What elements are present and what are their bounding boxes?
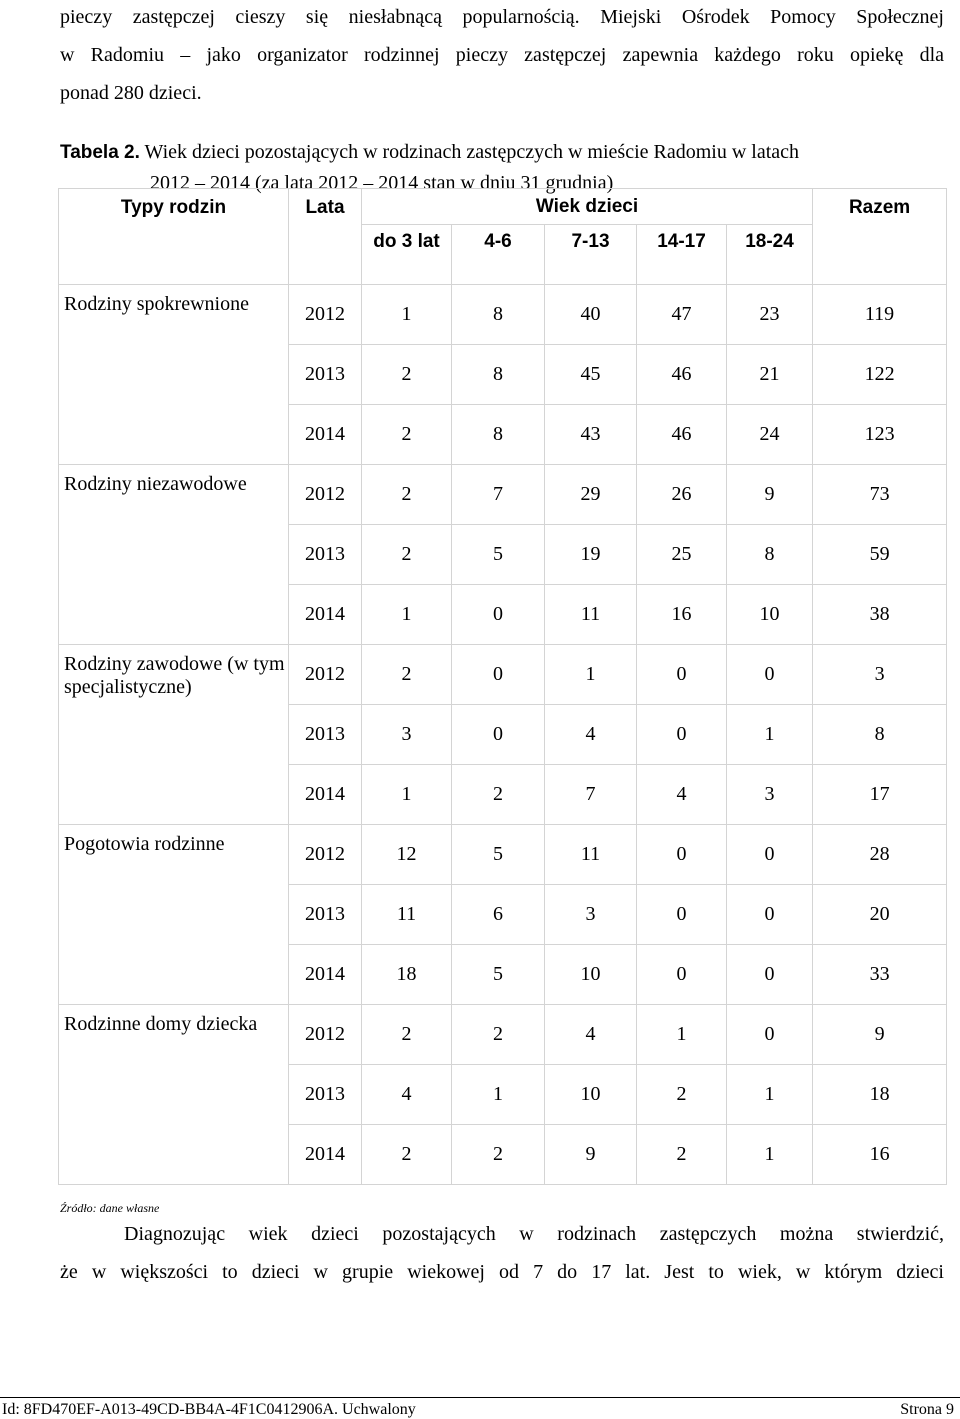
age-count-cell: 1 [362, 585, 452, 645]
age-count-cell: 19 [545, 525, 637, 585]
age-count-cell: 40 [545, 285, 637, 345]
age-count-cell: 0 [637, 885, 727, 945]
age-count-cell: 0 [637, 945, 727, 1005]
age-count-cell: 0 [637, 645, 727, 705]
age-count-cell: 4 [637, 765, 727, 825]
age-count-cell: 11 [545, 825, 637, 885]
total-cell: 119 [813, 285, 947, 345]
age-count-cell: 4 [545, 1005, 637, 1065]
age-count-cell: 1 [637, 1005, 727, 1065]
family-type-cell: Pogotowia rodzinne [59, 825, 289, 1005]
footer-divider [0, 1397, 960, 1398]
age-count-cell: 0 [637, 705, 727, 765]
caption-text: Wiek dzieci pozostających w rodzinach zastępczych w mieście Radomiu w latach [139, 141, 800, 163]
total-cell: 16 [813, 1125, 947, 1185]
age-count-cell: 8 [727, 525, 813, 585]
age-count-cell: 1 [727, 1065, 813, 1125]
age-count-cell: 18 [362, 945, 452, 1005]
total-cell: 73 [813, 465, 947, 525]
age-count-cell: 2 [362, 645, 452, 705]
year-cell: 2013 [289, 885, 362, 945]
age-count-cell: 0 [727, 945, 813, 1005]
age-count-cell: 9 [727, 465, 813, 525]
family-type-cell: Rodziny niezawodowe [59, 465, 289, 645]
year-cell: 2014 [289, 945, 362, 1005]
age-count-cell: 2 [637, 1065, 727, 1125]
total-cell: 18 [813, 1065, 947, 1125]
year-cell: 2014 [289, 585, 362, 645]
age-count-cell: 10 [545, 945, 637, 1005]
age-count-cell: 0 [727, 825, 813, 885]
intro-line: pieczy zastępczej cieszy się niesłabnącą popularnością. Miejski Ośrodek Pomocy Społecznej [60, 6, 944, 28]
table-row [59, 1005, 947, 1065]
header-age-group: Wiek dzieci [362, 189, 813, 225]
year-cell: 2012 [289, 645, 362, 705]
year-cell: 2013 [289, 1065, 362, 1125]
header-age: 7-13 [545, 225, 637, 285]
age-count-cell: 3 [727, 765, 813, 825]
outro-line: Diagnozując wiek dzieci pozostających w rodzinach zastępczych można stwierdzić, [124, 1223, 944, 1245]
age-count-cell: 1 [452, 1065, 545, 1125]
age-count-cell: 9 [545, 1125, 637, 1185]
family-type-cell: Rodzinne domy dziecka [59, 1005, 289, 1185]
header-year: Lata [289, 189, 362, 285]
outro-line: że w większości to dzieci w grupie wiekowej od 7 do 17 lat. Jest to wiek, w którym dzieci [60, 1261, 944, 1283]
header-age: do 3 lat [362, 225, 452, 285]
age-count-cell: 2 [452, 1005, 545, 1065]
age-count-cell: 46 [637, 345, 727, 405]
total-cell: 17 [813, 765, 947, 825]
age-count-cell: 24 [727, 405, 813, 465]
age-count-cell: 0 [727, 885, 813, 945]
total-cell: 123 [813, 405, 947, 465]
age-count-cell: 46 [637, 405, 727, 465]
age-count-cell: 2 [362, 345, 452, 405]
header-age: 18-24 [727, 225, 813, 285]
age-count-cell: 1 [727, 705, 813, 765]
age-count-cell: 21 [727, 345, 813, 405]
year-cell: 2012 [289, 285, 362, 345]
year-cell: 2014 [289, 405, 362, 465]
age-count-cell: 2 [452, 1125, 545, 1185]
age-count-cell: 2 [362, 525, 452, 585]
age-count-cell: 10 [727, 585, 813, 645]
age-count-cell: 0 [452, 645, 545, 705]
age-count-cell: 4 [362, 1065, 452, 1125]
age-count-cell: 11 [545, 585, 637, 645]
intro-line: w Radomiu – jako organizator rodzinnej pieczy zastępczej zapewnia każdego roku opiekę dla [60, 44, 944, 66]
age-count-cell: 2 [637, 1125, 727, 1185]
header-age: 4-6 [452, 225, 545, 285]
age-count-cell: 5 [452, 825, 545, 885]
table-body [59, 285, 947, 1185]
age-count-cell: 7 [452, 465, 545, 525]
age-count-cell: 8 [452, 285, 545, 345]
document-id: Id: 8FD470EF-A013-49CD-BB4A-4F1C0412906A. Uchwalony [2, 1401, 416, 1418]
total-cell: 122 [813, 345, 947, 405]
family-type-cell: Rodziny zawodowe (w tym specjalistyczne) [59, 645, 289, 825]
age-count-cell: 1 [362, 765, 452, 825]
age-count-cell: 0 [727, 645, 813, 705]
total-cell: 59 [813, 525, 947, 585]
age-count-cell: 3 [545, 885, 637, 945]
age-count-cell: 16 [637, 585, 727, 645]
header-total: Razem [813, 189, 947, 285]
age-count-cell: 1 [362, 285, 452, 345]
year-cell: 2012 [289, 465, 362, 525]
age-count-cell: 25 [637, 525, 727, 585]
year-cell: 2012 [289, 825, 362, 885]
total-cell: 33 [813, 945, 947, 1005]
age-count-cell: 0 [452, 705, 545, 765]
header-type: Typy rodzin [59, 189, 289, 285]
age-count-cell: 23 [727, 285, 813, 345]
header-age: 14-17 [637, 225, 727, 285]
year-cell: 2013 [289, 705, 362, 765]
age-count-cell: 1 [545, 645, 637, 705]
age-count-cell: 26 [637, 465, 727, 525]
intro-paragraph [60, 0, 944, 112]
age-count-cell: 7 [545, 765, 637, 825]
age-table [58, 188, 947, 1185]
year-cell: 2013 [289, 345, 362, 405]
table-label: Tabela 2. [60, 142, 140, 163]
age-count-cell: 1 [727, 1125, 813, 1185]
family-type-cell: Rodziny spokrewnione [59, 285, 289, 465]
table-row [59, 465, 947, 525]
age-count-cell: 10 [545, 1065, 637, 1125]
year-cell: 2014 [289, 1125, 362, 1185]
total-cell: 28 [813, 825, 947, 885]
caption-text-continued: 2012 – 2014 (za lata 2012 – 2014 stan w dniu 31 grudnia) [150, 172, 614, 194]
age-count-cell: 3 [362, 705, 452, 765]
age-count-cell: 6 [452, 885, 545, 945]
age-count-cell: 47 [637, 285, 727, 345]
age-count-cell: 2 [362, 405, 452, 465]
age-count-cell: 0 [727, 1005, 813, 1065]
table-row [59, 825, 947, 885]
table-row [59, 645, 947, 705]
age-count-cell: 8 [452, 405, 545, 465]
age-count-cell: 2 [362, 465, 452, 525]
age-count-cell: 12 [362, 825, 452, 885]
total-cell: 3 [813, 645, 947, 705]
age-count-cell: 45 [545, 345, 637, 405]
year-cell: 2013 [289, 525, 362, 585]
page-number: Strona 9 [900, 1401, 954, 1418]
age-count-cell: 29 [545, 465, 637, 525]
total-cell: 9 [813, 1005, 947, 1065]
total-cell: 38 [813, 585, 947, 645]
outro-paragraph [60, 1215, 944, 1291]
total-cell: 8 [813, 705, 947, 765]
table-row [59, 285, 947, 345]
age-count-cell: 4 [545, 705, 637, 765]
year-cell: 2014 [289, 765, 362, 825]
age-count-cell: 43 [545, 405, 637, 465]
year-cell: 2012 [289, 1005, 362, 1065]
age-count-cell: 2 [362, 1005, 452, 1065]
age-count-cell: 11 [362, 885, 452, 945]
age-count-cell: 8 [452, 345, 545, 405]
source-note: Źródło: dane własne [60, 1201, 160, 1215]
intro-line: ponad 280 dzieci. [60, 82, 202, 104]
age-count-cell: 5 [452, 525, 545, 585]
age-count-cell: 2 [362, 1125, 452, 1185]
age-count-cell: 2 [452, 765, 545, 825]
total-cell: 20 [813, 885, 947, 945]
age-count-cell: 5 [452, 945, 545, 1005]
age-count-cell: 0 [452, 585, 545, 645]
age-count-cell: 0 [637, 825, 727, 885]
